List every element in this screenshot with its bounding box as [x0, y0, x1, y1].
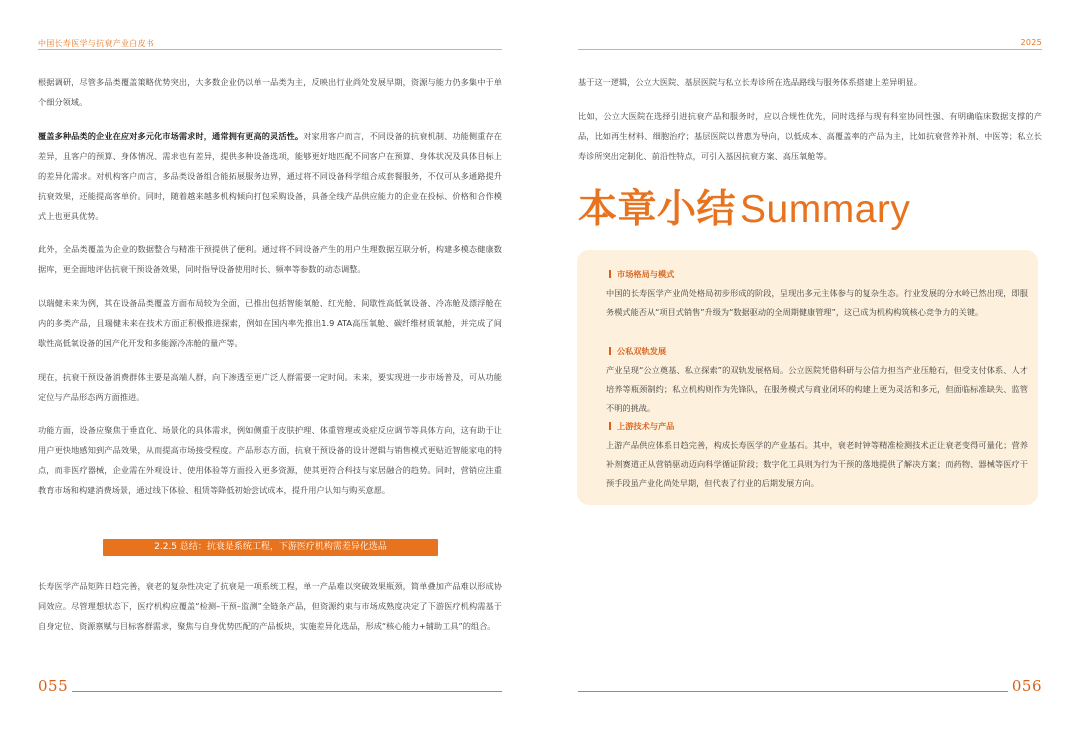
summary-title-cn: 本章小结: [578, 187, 737, 232]
right-page: [540, 0, 1080, 733]
running-header-title: 中国长寿医学与抗衰产业白皮书: [38, 39, 155, 48]
summary-title-en: Summary: [740, 188, 911, 231]
paragraph: 基于这一逻辑，公立大医院、基层医院与私立长寿诊所在选品路线与服务体系搭建上差异明显。: [578, 77, 922, 87]
page-number: 056: [1011, 677, 1042, 695]
summary-section-text: 中国的长寿医学产业尚处格局初步形成的阶段，呈现出多元主体参与的复杂生态。行业发展的分水岭已然出现，即服务模式能否从“项目式销售”升级为“数据驱动的全周期健康管理”，这已成为机构构筑核心竞争力的关键。: [606, 288, 1028, 317]
page-number: 055: [38, 677, 69, 695]
header-rule: [38, 49, 502, 50]
paragraph: 此外，全品类覆盖为企业的数据整合与精准干预提供了便利。通过将不同设备产生的用户生理数据互联分析，构建多模态健康数据库，更全面地评估抗衰干预设备效果，同时指导设备使用时长、频率等参数的动态调整。: [38, 244, 502, 274]
summary-title: [578, 182, 910, 238]
heading-marker: [609, 347, 611, 355]
emphasis-text: 覆盖多种品类的企业在应对多元化市场需求时，通常拥有更高的灵活性。: [38, 131, 304, 141]
summary-section-heading: 公私双轨发展: [609, 343, 666, 359]
section-heading: 2.2.5 总结：抗衰是系统工程，下游医疗机构需差异化选品: [103, 539, 438, 556]
running-header-year: 2025: [1020, 38, 1042, 47]
paragraph: 比如，公立大医院在选择引进抗衰产品和服务时，应以合规性优先，同时选择与现有科室协同性强、有明确临床数据支撑的产品，比如再生材料、细胞治疗；基层医院以普惠为导向，以低成本、高覆盖率的产品为主，比如抗衰营养补剂、中医等；私立长寿诊所突出定制化、前沿性特点，可引入基因抗衰方案、高压氧舱等。: [578, 111, 1042, 161]
paragraph: 现在，抗衰干预设备消费群体主要是高端人群，向下渗透至更广泛人群需要一定时间。未来，要实现进一步市场普及，可从功能定位与产品形态两方面推进。: [38, 372, 502, 402]
summary-section-text: 上游产品供应体系日趋完善，构成长寿医学的产业基石。其中，衰老时钟等精准检测技术正让衰老变得可量化；营养补剂赛道正从营销驱动迈向科学循证阶段；数字化工具则为行为干预的落地提供了解决方案；而药物、器械等医疗干预手段虽产业化尚处早期，但代表了行业的后期发展方向。: [606, 440, 1028, 488]
heading-marker: [609, 422, 611, 430]
footer-rule: [72, 691, 502, 692]
paragraph: 覆盖多种品类的企业在应对多元化市场需求时，通常拥有更高的灵活性。对家用客户而言，不同设备的抗衰机制、功能侧重存在差异，且客户的预算、身体情况、需求也有差异，提供多种设备选项，能够更好地匹配不同客户在预算、身体状况及具体目标上的差异化需求。对机构客户而言，多品类设备组合能拓展服务边界，通过将不同设备科学组合成套餐服务，不仅可从多通路提升抗衰效果，还能提高客单价。同时，随着越来越多机构倾向打包采购设备，具备全线产品供应能力的企业在投标、价格和合作模式上也更具优势。: [38, 131, 502, 221]
heading-marker: [609, 270, 611, 278]
summary-section-text: 产业呈现“公立奠基、私立探索”的双轨发展格局。公立医院凭借科研与公信力担当产业压舱石，但受支付体系、人才培养等瓶颈制约；私立机构则作为先锋队，在服务模式与商业闭环的构建上更为灵活和多元，但面临标准缺失、监管不明的挑战。: [606, 365, 1028, 413]
summary-section-heading: 市场格局与模式: [609, 266, 674, 282]
summary-section-heading: 上游技术与产品: [609, 418, 674, 434]
paragraph: 功能方面，设备应聚焦于垂直化、场景化的具体需求，例如侧重于皮肤护理、体重管理或炎症反应调节等具体方向，这有助于让用户更快地感知到产品效果，从而提高市场接受程度。产品形态方面，抗衰干预设备的设计逻辑与销售模式更贴近智能家电的特点，而非医疗器械，企业需在外观设计、使用体验等方面投入更多资源，使其更符合科技与家居融合的趋势。同时，营销应注重教育市场和构建消费场景，通过线下体验、租赁等降低初始尝试成本，提升用户认知与购买意愿。: [38, 425, 502, 495]
footer-rule: [578, 691, 1008, 692]
header-rule: [578, 49, 1042, 50]
paragraph: 以瑞健未来为例，其在设备品类覆盖方面布局较为全面，已推出包括智能氧舱、红光舱、间歇性高低氧设备、冷冻舱及漂浮舱在内的多类产品，且瑞健未来在技术方面正积极推进探索，例如在国内率先推出1.9 ATA高压氧舱、碳纤维材质氧舱，并完成了间歇性高低氧设备的国产化开发和多能源冷冻舱的量产等。: [38, 298, 502, 348]
paragraph: 根据调研，尽管多品类覆盖策略优势突出，大多数企业仍以单一品类为主，反映出行业尚处发展早期，资源与能力仍多集中于单个细分领域。: [38, 77, 502, 107]
paragraph: 长寿医学产品矩阵日趋完善，衰老的复杂性决定了抗衰是一项系统工程，单一产品难以突破效果瓶颈，简单叠加产品难以形成协同效应。尽管理想状态下，医疗机构应覆盖“检测–干预–监测”全链条产品，但资源约束与市场成熟度决定了下游医疗机构需基于自身定位、资源禀赋与目标客群需求，聚焦与自身优势匹配的产品板块，实施差异化选品，形成“核心能力+辅助工具”的组合。: [38, 581, 502, 631]
